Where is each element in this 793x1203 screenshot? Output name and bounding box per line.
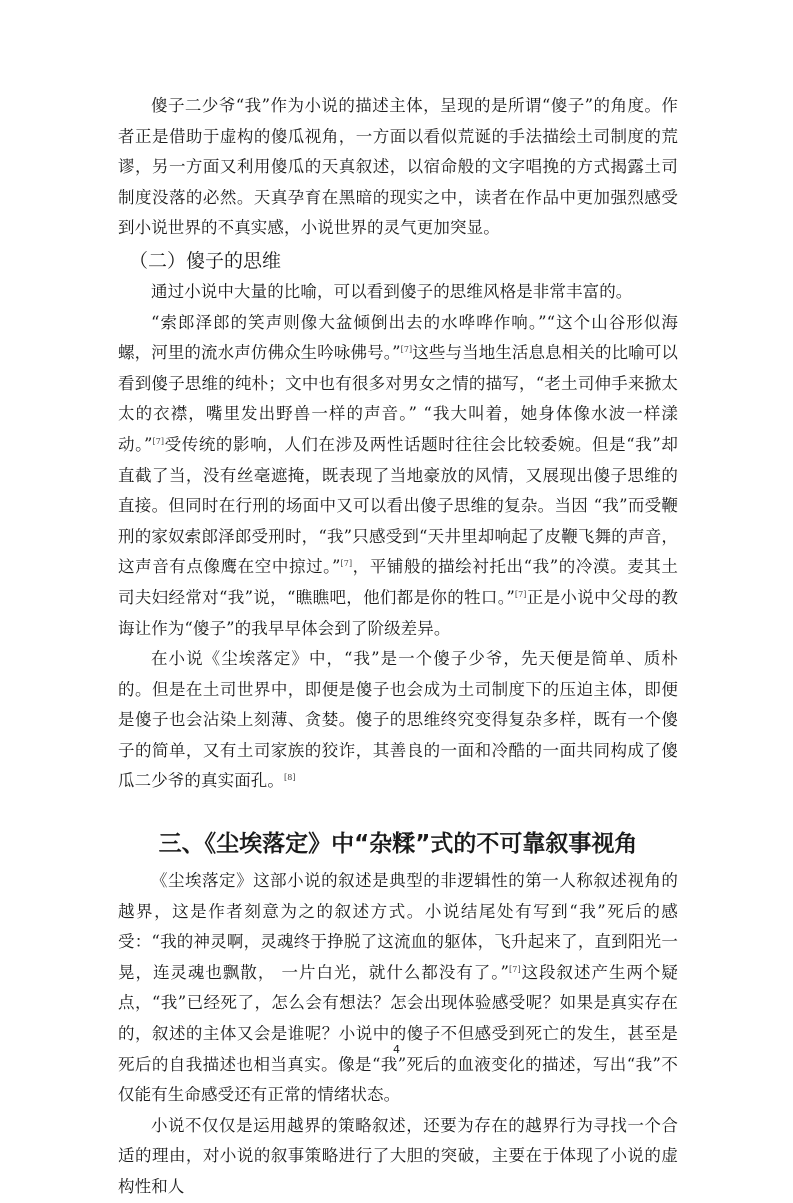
citation-marker: [7]: [340, 559, 353, 569]
citation-marker: [7]: [152, 436, 165, 446]
citation-marker: [7]: [400, 345, 413, 355]
citation-marker: [7]: [509, 964, 521, 974]
paragraph-text: ，平铺般的描绘衬托出“我”的冷漠。麦其土司夫妇经常对“我”说，“瞧瞧吧，他们都是你的牲口。”: [118, 557, 678, 607]
paragraph-text: 通过小说中大量的比喻，可以看到傻子的思维风格是非常丰富的。: [151, 281, 633, 301]
paragraph-text: 小说不仅仅是运用越界的策略叙述，还要为存在的越界行为寻找一个合适的理由，对小说的叙事策略进行了大胆的突破，主要在于体现了小说的虚构性和人: [118, 1115, 678, 1196]
paragraph-text: 正是小说中父母的教诲让作为“傻子”的我早早体会到了阶级差异。: [118, 587, 678, 638]
body-paragraph: [118, 91, 678, 244]
page-body: [118, 91, 678, 1203]
paragraph-text: 在小说《尘埃落定》中，“我”是一个傻子少爷，先天便是简单、质朴的。但是在土司世界中，即便是傻子也会成为土司制度下的压迫主体，即便是傻子也会沾染上刻薄、贪婪。傻子的思维终究变得复杂多样，既有一个傻子的简单，又有土司家族的狡诈，其善良的一面和冷酷的一面共同构成了傻瓜二少爷的真实面孔。: [118, 649, 678, 791]
page-number: 4: [393, 1043, 400, 1056]
citation-marker: [8]: [284, 773, 296, 783]
paragraph-text: 这些与当地生活息息相关的比喻可以看到傻子思维的纯朴；文中也有很多对男女之情的描写，“老土司伸手来掀太太的衣襟，嘴里发出野兽一样的声音。” “我大叫着，她身体像水波一样漾动。”: [118, 343, 678, 454]
body-paragraph: [118, 866, 678, 1111]
paragraph-text: 这段叙述产生两个疑点，“我”已经死了，怎么会有想法？怎会出现体验感受呢？如果是真实存在的，叙述的主体又会是谁呢？小说中的傻子不但感受到死亡的发生，甚至是死后的自我描述也相当真实。像是“我”死后的血液变化的描述，写出“我”不仅能有生命感受还有正常的情绪状态。: [118, 962, 678, 1105]
body-paragraph: [118, 308, 678, 645]
body-paragraph: [118, 277, 678, 308]
section-heading: 三、《尘埃落定》中“杂糅”式的不可靠叙事视角: [158, 831, 638, 858]
body-paragraph: [118, 644, 678, 797]
paragraph-text: 傻子二少爷“我”作为小说的描述主体，呈现的是所谓“傻子”的角度。作者正是借助于虚构的傻瓜视角，一方面以看似荒诞的手法描绘土司制度的荒谬，另一方面又利用傻瓜的天真叙述，以宿命般的文字唱挽的方式揭露土司制度没落的必然。天真孕育在黑暗的现实之中，读者在作品中更加强烈感受到小说世界的不真实感，小说世界的灵气更加突显。: [118, 96, 678, 238]
paragraph-text: 《尘埃落定》这部小说的叙述是典型的非逻辑性的第一人称叙述视角的越界，这是作者刻意为之的叙述方式。小说结尾处有写到“我”死后的感受：“我的神灵啊，灵魂终于挣脱了这流血的躯体，飞升起来了，直到阳光一晃，连灵魂也飘散， 一片白光，就什么都没有了。”: [118, 871, 678, 982]
paragraph-text: 受传统的影响，人们在涉及两性话题时往往会比较委婉。但是“我”却直截了当，没有丝毫遮掩，既表现了当地豪放的风情，又展现出傻子思维的直接。但同时在行刑的场面中又可以看出傻子思维的复杂。当因 “我”而受鞭刑的家奴索郎泽郎受刑时，“我”只感受到“天井里却响起了皮鞭飞舞的声音，这声音有点像鹰在空中掠过。”: [118, 434, 678, 577]
paragraph-text: “索郎泽郎的笑声则像大盆倾倒出去的水哗哗作响。”“这个山谷形似海螺，河里的流水声仿佛众生吟咏佛号。”: [118, 312, 678, 363]
subsection-heading: （二）傻子的思维: [129, 249, 282, 272]
citation-marker: [7]: [514, 589, 527, 599]
body-paragraph: [118, 1111, 678, 1203]
